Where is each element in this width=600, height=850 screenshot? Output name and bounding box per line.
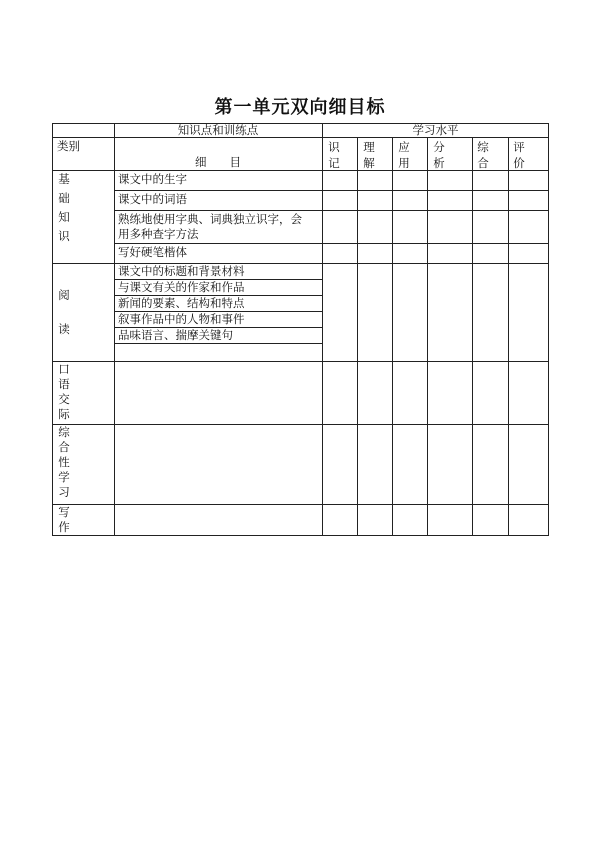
section-divider — [52, 424, 549, 425]
detail-column-divider — [322, 123, 323, 536]
category-reading: 阅读 — [58, 288, 70, 336]
table-border-bottom — [52, 535, 549, 536]
row-divider — [114, 243, 549, 244]
list-item: 与课文有关的作家和作品 — [118, 280, 245, 294]
list-item: 写好硬笔楷体 — [118, 245, 187, 259]
knowledge-header: 知识点和训练点 — [177, 123, 259, 137]
level-header-synthesize: 综合 — [477, 140, 489, 170]
page-title: 第一单元双向细目标 — [214, 97, 386, 118]
list-item: 用多种查字方法 — [118, 227, 199, 241]
list-item: 课文中的词语 — [118, 192, 187, 206]
objectives-table — [52, 123, 549, 536]
level-header-analyze: 分析 — [433, 140, 445, 170]
category-column-divider — [114, 123, 115, 536]
header-bottom-divider — [52, 170, 549, 171]
level-column-divider — [392, 137, 393, 536]
level-header-understand: 理解 — [363, 140, 375, 170]
level-header-memorize: 识记 — [328, 140, 340, 170]
category-writing: 写作 — [58, 505, 70, 534]
level-column-divider — [427, 137, 428, 536]
list-item: 课文中的生字 — [118, 172, 187, 186]
category-basic-knowledge: 基础知识 — [58, 172, 70, 243]
level-header-apply: 应用 — [398, 140, 410, 170]
list-item: 课文中的标题和背景材料 — [118, 264, 245, 278]
level-column-divider — [357, 137, 358, 536]
section-divider — [52, 361, 549, 362]
detail-header: 细 目 — [195, 155, 241, 169]
list-item: 熟练地使用字典、词典独立识字，会 — [118, 212, 302, 226]
list-item: 品味语言、揣摩关键句 — [118, 328, 233, 342]
category-header: 类别 — [57, 139, 80, 153]
section-divider — [52, 504, 549, 505]
category-oral-communication: 口语交际 — [58, 362, 70, 421]
list-item: 叙事作品中的人物和事件 — [118, 312, 245, 326]
level-column-divider — [472, 137, 473, 536]
list-item: 新闻的要素、结构和特点 — [118, 296, 245, 310]
level-header: 学习水平 — [412, 123, 459, 137]
row-divider — [114, 190, 549, 191]
level-header-evaluate: 评价 — [513, 140, 525, 170]
row-divider — [114, 210, 549, 211]
table-border-left — [52, 123, 53, 536]
header-row-divider — [52, 137, 549, 138]
table-border-right — [548, 123, 549, 536]
row-divider — [114, 343, 322, 344]
level-column-divider — [508, 137, 509, 536]
category-integrated-learning: 综合性学习 — [58, 425, 70, 499]
